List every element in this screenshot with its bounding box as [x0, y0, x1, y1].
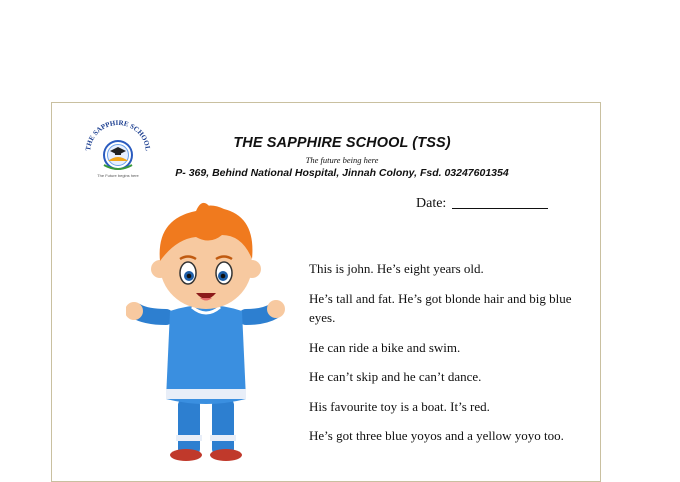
school-name: THE SAPPHIRE SCHOOL (TSS) — [233, 135, 451, 151]
svg-text:The Future begins here: The Future begins here — [97, 173, 139, 178]
school-address: P- 369, Behind National Hospital, Jinnah Colony, Fsd. 03247601354 — [175, 167, 509, 179]
boy-illustration-icon — [126, 199, 286, 461]
passage-line: He can’t skip and he can’t dance. — [309, 369, 482, 384]
date-blank-line — [452, 208, 548, 209]
passage-line: His favourite toy is a boat. It’s red. — [309, 398, 490, 414]
worksheet-page — [51, 102, 601, 482]
svg-text:THE SAPPHIRE SCHOOL: THE SAPPHIRE SCHOOL — [84, 118, 152, 152]
reading-passage — [309, 259, 574, 456]
date-label: Date: — [416, 196, 447, 211]
passage-line: This is john. He’s eight years old. — [309, 261, 484, 276]
date-field — [416, 196, 548, 212]
passage-line: He’s got three blue yoyos and a yellow yoyo too. — [309, 428, 564, 443]
school-tagline: The future being here — [305, 155, 379, 165]
passage-line: He’s tall and fat. He’s got blonde hair and big blue eyes. — [309, 290, 572, 325]
passage-line: He can ride a bike and swim. — [309, 339, 461, 355]
